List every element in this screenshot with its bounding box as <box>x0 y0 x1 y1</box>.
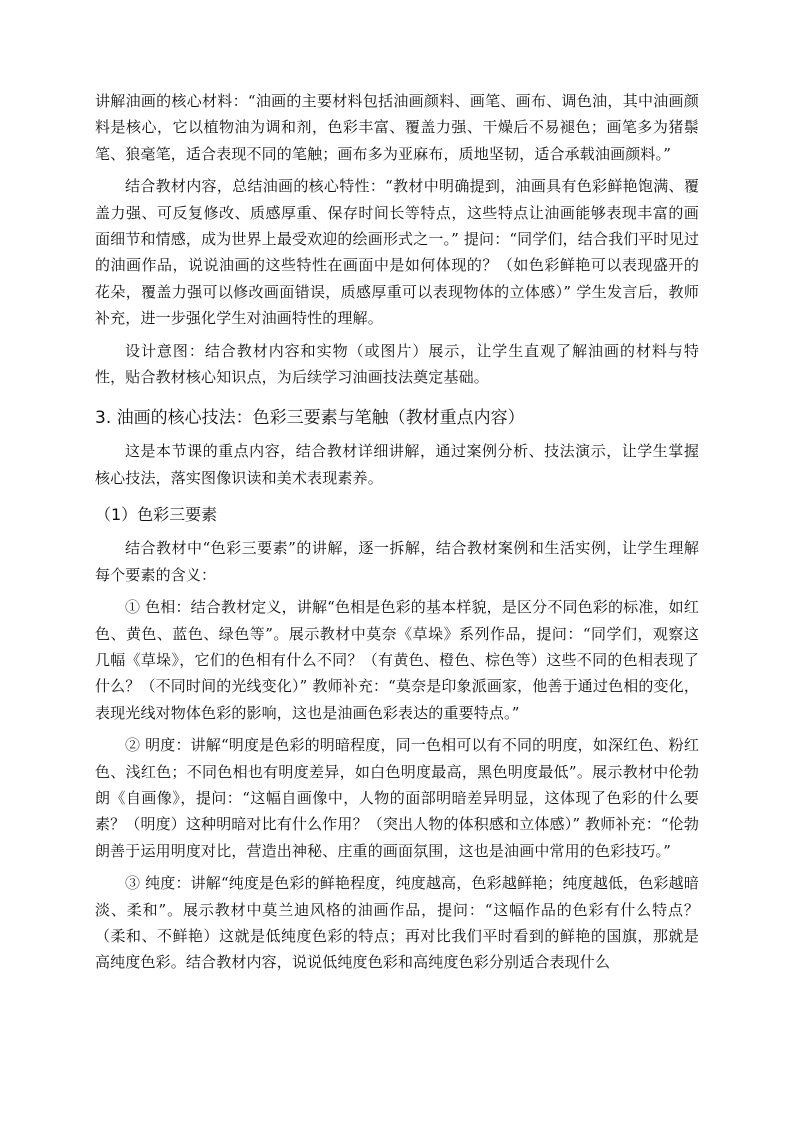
section-heading-core-techniques: 3. 油画的核心技法：色彩三要素与笔触（教材重点内容） <box>95 408 525 429</box>
document-page <box>95 88 699 982</box>
subheading-color-elements: （1）色彩三要素 <box>95 505 218 525</box>
paragraph-oil-materials: 讲解油画的核心材料：“油画的主要材料包括油画颜料、画笔、画布、调色油，其中油画颜料是核心，它以植物油为调和剂，色彩丰富、覆盖力强、干燥后不易褪色；画笔多为猪鬃笔、狼毫笔，适合表现不同的笔触；画布多为亚麻布，质地坚韧，适合承载油画颜料。” <box>95 92 699 163</box>
paragraph-value: ② 明度：讲解“明度是色彩的明暗程度，同一色相可以有不同的明度，如深红色、粉红色、浅红色；不同色相也有明度差异，如白色明度最高，黑色明度最低”。展示教材中伦勃朗《自画像》，提问：“这幅自画像中，人物的面部明暗差异明显，这体现了色彩的什么要素？（明度）这种明暗对比有什么作用？（突出人物的体积感和立体感）” 教师补充：“伦勃朗善于运用明度对比，营造出神秘、庄重的画面氛围，这也是油画中常用的色彩技巧。” <box>95 736 699 860</box>
paragraph-oil-characteristics: 结合教材内容，总结油画的核心特性：“教材中明确提到，油画具有色彩鲜艳饱满、覆盖力强、可反复修改、质感厚重、保存时间长等特点，这些特点让油画能够表现丰富的画面细节和情感，成为世界上最受欢迎的绘画形式之一。” 提问：“同学们，结合我们平时见过的油画作品，说说油画的这些特性在画面中是如何体现的？（如色彩鲜艳可以表现盛开的花朵，覆盖力强可以修改画面错误，质感厚重可以表现物体的立体感）” 学生发言后，教师补充，进一步强化学生对油画特性的理解。 <box>95 177 699 328</box>
paragraph-hue: ① 色相：结合教材定义，讲解“色相是色彩的基本样貌，是区分不同色彩的标准，如红色、黄色、蓝色、绿色等”。展示教材中莫奈《草垛》系列作品，提问：“同学们，观察这几幅《草垛》，它们的色相有什么不同？（有黄色、橙色、棕色等）这些不同的色相表现了什么？（不同时间的光线变化）” 教师补充：“莫奈是印象派画家，他善于通过色相的变化，表现光线对物体色彩的影响，这也是油画色彩表达的重要特点。” <box>95 598 699 722</box>
paragraph-design-intent: 设计意图：结合教材内容和实物（或图片）展示，让学生直观了解油画的材料与特性，贴合教材核心知识点，为后续学习油画技法奠定基础。 <box>95 341 699 387</box>
paragraph-key-content: 这是本节课的重点内容，结合教材详细讲解，通过案例分析、技法演示，让学生掌握核心技法，落实图像识读和美术表现素养。 <box>95 442 699 487</box>
paragraph-saturation: ③ 纯度：讲解“纯度是色彩的鲜艳程度，纯度越高，色彩越鲜艳；纯度越低，色彩越暗淡、柔和”。展示教材中莫兰迪风格的油画作品，提问：“这幅作品的色彩有什么特点？（柔和、不鲜艳）这就是低纯度色彩的特点；再对比我们平时看到的鲜艳的国旗，那就是高纯度色彩。结合教材内容，说说低纯度色彩和高纯度色彩分别适合表现什么 <box>95 874 699 972</box>
paragraph-color-intro: 结合教材中“色彩三要素”的讲解，逐一拆解，结合教材案例和生活实例，让学生理解每个要素的含义： <box>95 539 699 584</box>
